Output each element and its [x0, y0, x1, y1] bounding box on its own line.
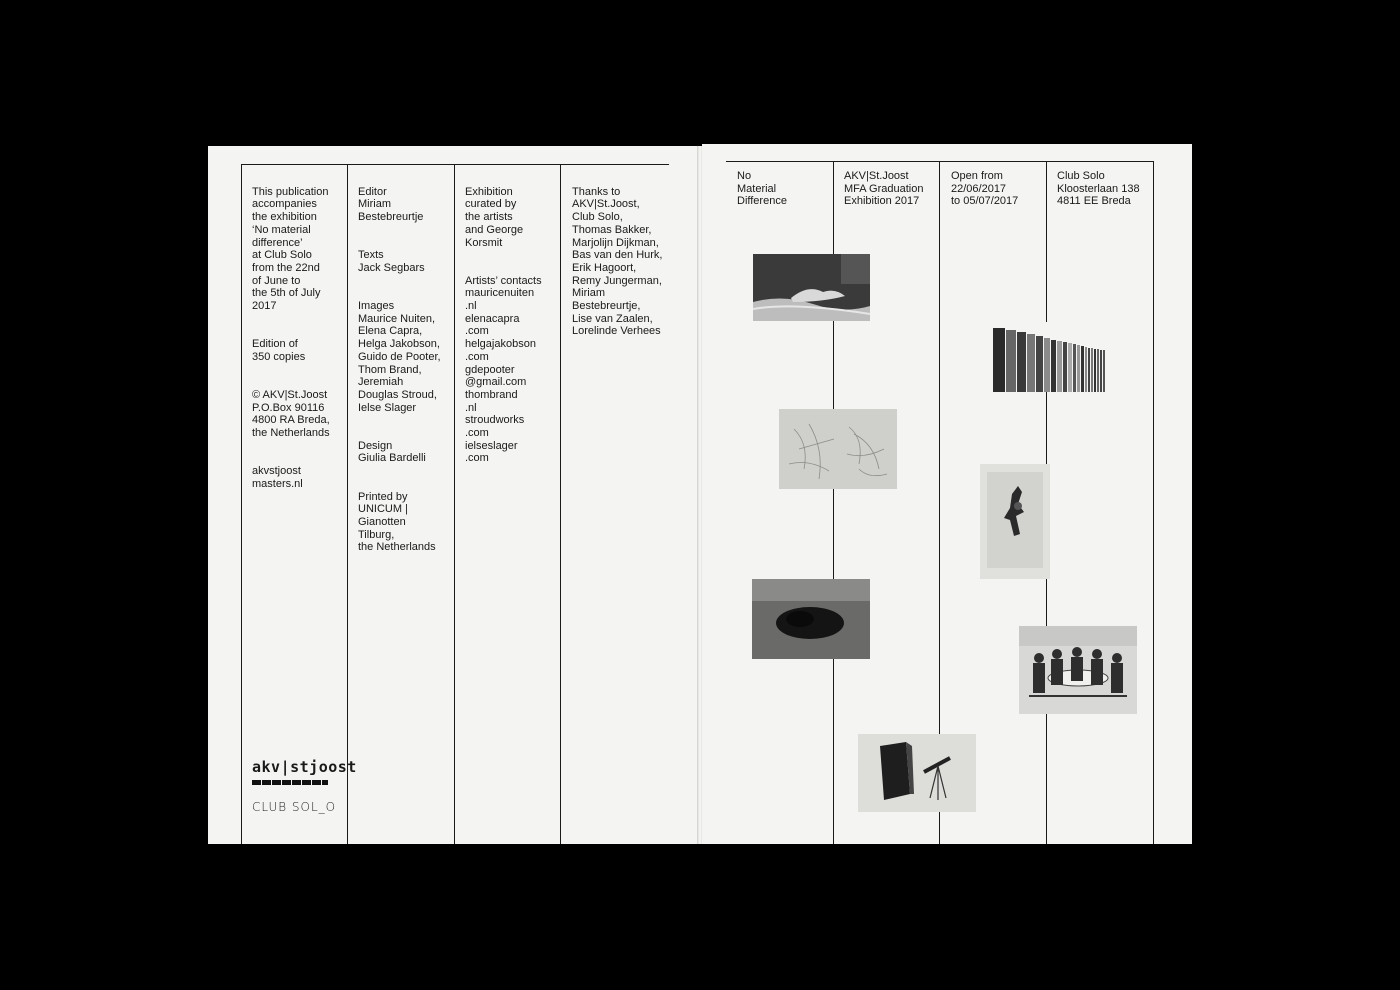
exhibition-title: No Material Difference — [737, 170, 787, 208]
edition-info: Edition of 350 copies — [252, 338, 306, 363]
venue-address: Club Solo Kloosterlaan 138 4811 EE Breda — [1057, 170, 1140, 208]
right-divider-4 — [1153, 161, 1154, 844]
reclining-figure-photo — [753, 254, 870, 321]
stripes-artwork-photo — [993, 322, 1111, 392]
block-and-telescope-photo — [858, 734, 976, 812]
copyright-info: © AKV|St.Joost P.O.Box 90116 4800 RA Breda, the Netherlands — [252, 388, 330, 440]
top-rule-right — [726, 161, 1154, 162]
akv-logo-barcode — [252, 780, 328, 785]
curator-credit: Exhibition curated by the artists and George Korsmit — [465, 185, 524, 249]
column-divider-4 — [560, 164, 561, 844]
dark-grass-patch-photo — [752, 579, 870, 659]
column-divider-2 — [347, 164, 348, 844]
top-rule — [241, 164, 669, 165]
artist-contacts: Artists’ contacts mauricenuiten .nl elenacapra .com helgajakobson .com gdepooter @gmail.com thombrand .nl stroudworks .com ielseslager .com — [465, 274, 542, 465]
thanks-list: Thanks to AKV|St.Joost, Club Solo, Thomas Bakker, Marjolijn Dijkman, Bas van den Hurk, Erik Hagoort, Remy Jungerman, Miriam Bestebreurtje, Lise van Zaalen, Lorelinde Verhees — [572, 185, 663, 338]
curators-column — [465, 173, 559, 478]
scratched-paper-photo — [779, 409, 897, 489]
right-page — [702, 144, 1192, 844]
opening-dates: Open from 22/06/2017 to 05/07/2017 — [951, 170, 1019, 208]
club-solo-logo: CLUB SOL_O — [252, 800, 337, 814]
akv-stjoost-logo: akv|stjoost — [252, 758, 357, 776]
printer-credit: Printed by UNICUM | Gianotten Tilburg, the Netherlands — [358, 490, 436, 554]
website: akvstjoost masters.nl — [252, 465, 303, 490]
sculpture-on-paper-photo — [980, 464, 1050, 579]
figures-at-table-photo — [1019, 626, 1137, 714]
left-page — [208, 146, 698, 844]
design-credit: Design Giulia Bardelli — [358, 439, 426, 465]
thanks-column — [572, 173, 682, 351]
images-credit: Images Maurice Nuiten, Elena Capra, Helga Jakobson, Guido de Pooter, Thom Brand, Jeremiah Douglas Stroud, Ielse Slager — [358, 300, 441, 414]
credits-column — [358, 173, 452, 567]
texts-credit: Texts Jack Segbars — [358, 249, 425, 274]
column-divider-1 — [241, 164, 242, 844]
graduation-info: AKV|St.Joost MFA Graduation Exhibition 2017 — [844, 170, 924, 208]
column-divider-3 — [454, 164, 455, 844]
colophon-column — [252, 173, 346, 503]
editor-credit: Editor Miriam Bestebreurtje — [358, 185, 424, 224]
publication-info: This publication accompanies the exhibition ‘No material difference’ at Club Solo from the 22nd of June to the 5th of July 2017 — [252, 185, 329, 313]
